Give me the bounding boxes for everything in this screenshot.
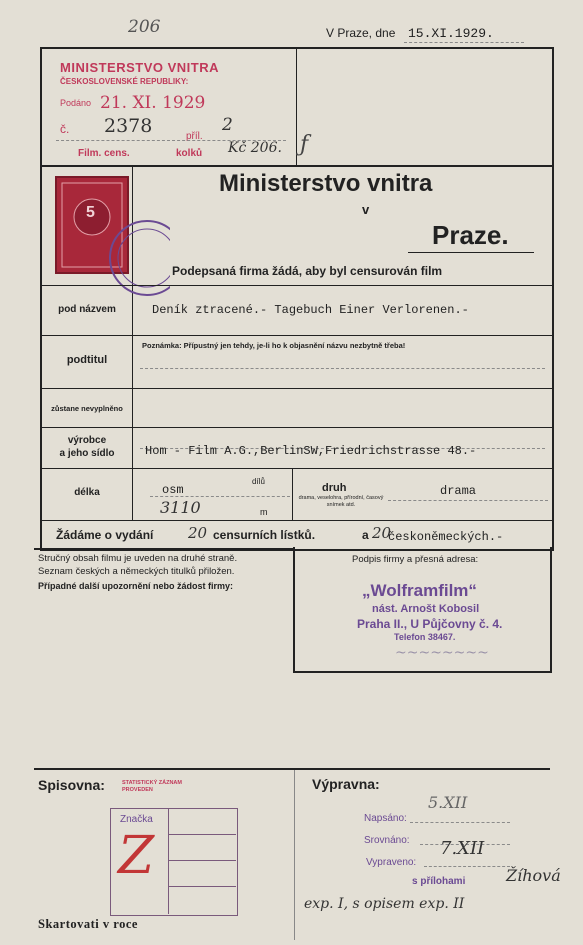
title-v: v (362, 202, 370, 217)
company-owner: nást. Arnošt Kobosil (372, 603, 480, 615)
attachments-label: příl. (186, 131, 203, 142)
dispatch-label: Výpravna: (312, 776, 380, 792)
request-count-1: 20 (188, 524, 208, 542)
fee-value: Kč 206. (228, 140, 282, 156)
note-other: Případné další upozornění nebo žádost firmy: (38, 581, 234, 591)
compared-label: Srovnáno: (364, 835, 410, 846)
request-suffix: českoněmeckých.- (388, 530, 504, 544)
request-a: a (362, 528, 369, 542)
parts-label: dílů (252, 477, 265, 486)
number-prefix: č. (60, 122, 70, 136)
attachments-bottom-value: Žíhová (506, 866, 561, 885)
fee-label: kolků (176, 148, 203, 159)
registry-stamp: STATISTICKÝ ZÁZNAM PROVEDEN (122, 780, 182, 793)
signature-label: Podpis firmy a přesná adresa: (352, 554, 479, 565)
producer-label: výrobce a jeho sídlo (59, 435, 115, 459)
sent-value: 7.XII (440, 838, 485, 859)
place-date-label: V Praze, dne (326, 26, 396, 40)
note-content: Stručný obsah filmu je uveden na druhé straně. (38, 553, 238, 564)
type-value: drama (440, 484, 477, 498)
attachments-bottom-label: s přílohami (412, 876, 466, 887)
length-label: délka (74, 487, 100, 498)
company-address: Praha II., U Půjčovny č. 4. (357, 617, 503, 631)
subtitle-note: Poznámka: Přípustný jen tehdy, je-li ho k objasnění názvu nezbytně třeba! (142, 341, 406, 350)
request-count-2: 20 (372, 524, 392, 542)
received-date: 21. XI. 1929 (100, 93, 206, 113)
producer-value: Hom - Film A.G.,BerlinSW,Friedrichstrasse 48.- (145, 444, 477, 458)
unfilled-label: zůstane nevyplněno (51, 404, 123, 413)
revenue-stamp (52, 175, 170, 310)
ministry-stamp-title: MINISTERSTVO VNITRA (60, 60, 220, 75)
request-middle: censurních lístků. (213, 528, 316, 542)
mark-value: Z (118, 826, 155, 886)
handwritten-signature: ~~~~~~~~ (395, 645, 489, 661)
meters-label: m (260, 507, 268, 517)
city-title: Praze. (432, 220, 509, 250)
registry-label: Spisovna: (38, 777, 105, 793)
note-titles: Seznam českých a německých titulků přiložen. (38, 566, 235, 577)
handwritten-mark-top: ƒ (300, 132, 309, 157)
doc-number: 206 (128, 17, 161, 37)
attachments-count: 2 (222, 115, 233, 135)
company-name: „Wolframfilm“ (362, 581, 477, 600)
film-name: Deník ztracené.- Tagebuch Einer Verlorenen.- (152, 303, 469, 317)
subtitle-label: podtitul (66, 354, 108, 366)
sent-label: Vypraveno: (366, 857, 417, 868)
type-label: druh (322, 482, 347, 494)
ministry-title: Ministerstvo vnitra (219, 170, 433, 197)
parts-value: osm (162, 483, 184, 497)
mark-label: Značka (120, 814, 153, 825)
written-value: 5.XII (428, 793, 468, 812)
name-label: pod názvem (58, 304, 116, 315)
place-date-value: 15.XI.1929. (408, 26, 494, 41)
revenue-stamp-value: 5 (86, 204, 95, 221)
type-hint: drama, veselohra, přírodní, časový snímek atd. (298, 495, 384, 508)
handwritten-note: exp. I, s opisem exp. II (304, 896, 465, 912)
request-prefix: Žádáme o vydání (56, 528, 154, 542)
received-label: Podáno (60, 98, 92, 108)
dept-label: Film. cens. (78, 148, 130, 159)
written-label: Napsáno: (364, 813, 407, 824)
censorship-request: Podepsaná firma žádá, aby byl censurován film (172, 264, 443, 278)
registration-number: 2378 (104, 115, 153, 137)
meters-value: 3110 (160, 498, 201, 517)
republic-stamp: ČESKOSLOVENSKÉ REPUBLIKY: (60, 77, 189, 86)
company-phone: Telefon 38467. (394, 632, 456, 642)
discard-label: Skartovati v roce (38, 917, 138, 931)
